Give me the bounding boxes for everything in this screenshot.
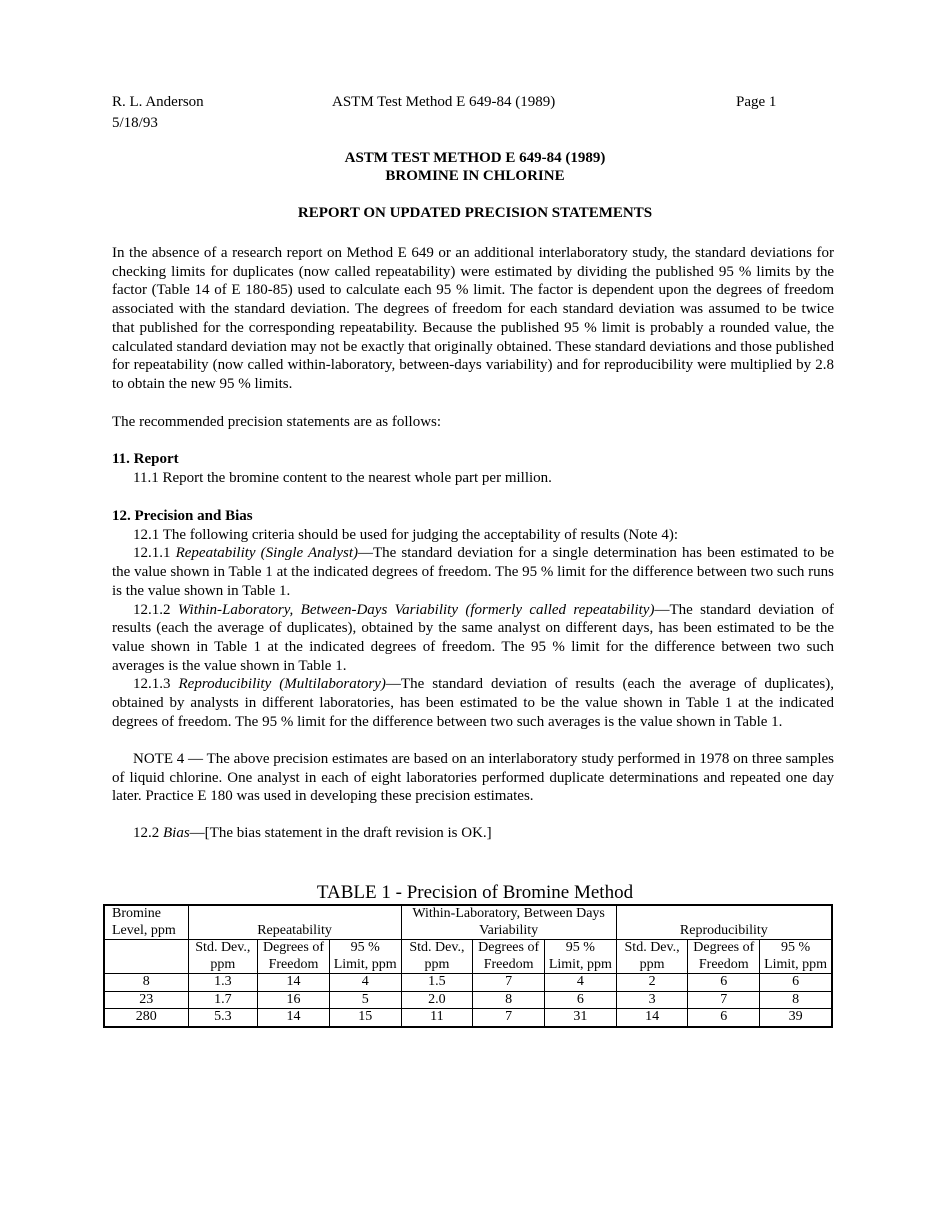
section-12-1: 12.1 The following criteria should be used for judging the acceptability of results (Note 4): xyxy=(133,526,679,543)
s12-1-2-text: —The standard deviation of results (each the average of duplicates), obtained by the same analyst on different days, has been estimated to be the value shown in Table 1 at the indicated degrees of freedom. The 95 % limit for the difference between two such averages is the value shown in Table 1. xyxy=(112,601,835,674)
level-header: Bromine Level, ppm xyxy=(104,905,188,940)
subheader-std-dev: Std. Dev., ppm xyxy=(401,940,473,974)
cell: 8 xyxy=(473,991,545,1009)
s12-1-1-term: Repeatability (Single Analyst) xyxy=(175,545,358,562)
cell: 11 xyxy=(401,1009,473,1027)
cell: 2.0 xyxy=(401,991,473,1009)
s12-1-2-term: Within-Laboratory, Between-Days Variability (formerly called repeatability) xyxy=(177,601,655,618)
cell: 14 xyxy=(258,1009,330,1027)
table-group-header-row xyxy=(104,905,832,940)
page-number: Page 1 xyxy=(736,94,777,110)
section-11-heading: 11. Report xyxy=(112,451,179,467)
s12-2-num: 12.2 xyxy=(133,825,163,841)
cell: 3 xyxy=(616,991,688,1009)
s12-1-2-num: 12.1.2 xyxy=(133,601,178,618)
table-row xyxy=(104,1009,832,1027)
note-4: NOTE 4 — The above precision estimates are based on an interlaboratory study performed in 1978 on three samples of liquid chlorine. One analyst in each of eight laboratories performed duplicate determinations and repeated one day later. Practice E 180 was used in developing these precision estimates. xyxy=(112,751,834,805)
recommended-wrap xyxy=(112,413,834,432)
report-title: REPORT ON UPDATED PRECISION STATEMENTS xyxy=(297,205,653,221)
cell: 4 xyxy=(544,974,616,992)
cell: 31 xyxy=(544,1009,616,1027)
cell: 5 xyxy=(329,991,401,1009)
cell: 7 xyxy=(688,991,760,1009)
group-reproducibility: Reproducibility xyxy=(616,905,832,940)
subheader-degrees: Degrees of Freedom xyxy=(258,940,330,974)
s12-1-1-num: 12.1.1 xyxy=(133,545,176,562)
section-11-1: 11.1 Report the bromine content to the nearest whole part per million. xyxy=(133,469,552,486)
cell: 14 xyxy=(616,1009,688,1027)
section-12 xyxy=(112,507,834,731)
cell: 2 xyxy=(616,974,688,992)
group-within-lab: Within-Laboratory, Between Days Variability xyxy=(401,905,616,940)
s12-1-3-num: 12.1.3 xyxy=(133,676,179,693)
cell: 1.7 xyxy=(188,991,258,1009)
group-repeatability: Repeatability xyxy=(188,905,401,940)
author: R. L. Anderson xyxy=(112,94,204,110)
cell: 39 xyxy=(760,1009,832,1027)
cell: 280 xyxy=(104,1009,188,1027)
cell: 6 xyxy=(760,974,832,992)
cell: 5.3 xyxy=(188,1009,258,1027)
note-4-wrap xyxy=(112,750,834,806)
body-text xyxy=(112,244,834,394)
subheader-std-dev: Std. Dev., ppm xyxy=(616,940,688,974)
section-12-1-1 xyxy=(112,544,834,600)
subheader-degrees: Degrees of Freedom xyxy=(473,940,545,974)
s12-2-text: —[The bias statement in the draft revision is OK.] xyxy=(189,825,492,841)
cell: 15 xyxy=(329,1009,401,1027)
cell: 7 xyxy=(473,1009,545,1027)
cell: 8 xyxy=(104,974,188,992)
intro-paragraph: In the absence of a research report on Method E 649 or an additional interlaboratory study, the standard deviations for checking limits for duplicates (now called repeatability) were estimated by dividing the published 95 % limits by the factor (Table 14 of E 180-85) used to calculate each 95 % limit. The factor is dependent upon the degrees of freedom associated with the standard deviation. The degrees of freedom for each standard deviation was assumed to be twice that published for the corresponding repeatability. Because the published 95 % limit is probably a rounded value, the calculated standard deviation may not be exactly that originally obtained. These standard deviations and those published for repeatability (now called within-laboratory, between-days variability) and for reproducibility were multiplied by 2.8 to obtain the new 95 % limits. xyxy=(112,245,835,392)
precision-table xyxy=(103,904,833,1028)
s12-2-term: Bias xyxy=(163,825,190,841)
s12-1-1-text: —The standard deviation for a single determination has been estimated to be the value shown in Table 1 at the indicated degrees of freedom. The 95 % limit for the difference between two such runs is the value shown in Table 1. xyxy=(112,545,834,599)
document-subtitle: BROMINE IN CHLORINE xyxy=(385,168,565,184)
section-12-2 xyxy=(112,824,834,843)
cell: 6 xyxy=(688,1009,760,1027)
subheader-blank xyxy=(104,940,188,974)
table-row xyxy=(104,991,832,1009)
cell: 4 xyxy=(329,974,401,992)
cell: 1.5 xyxy=(401,974,473,992)
cell: 8 xyxy=(760,991,832,1009)
section-12-1-2 xyxy=(112,601,834,676)
section-12-1-3 xyxy=(112,675,834,731)
subheader-std-dev: Std. Dev., ppm xyxy=(188,940,258,974)
subheader-degrees: Degrees of Freedom xyxy=(688,940,760,974)
document-title: ASTM TEST METHOD E 649-84 (1989) xyxy=(344,150,606,166)
cell: 16 xyxy=(258,991,330,1009)
cell: 6 xyxy=(544,991,616,1009)
section-12-2-wrap xyxy=(112,824,834,843)
s12-1-3-text: —The standard deviation of results (each the average of duplicates), obtained by analysts in different laboratories, has been estimated to be the value shown in Table 1 at the indicated degrees of freedom. The 95 % limit for the difference between two such averages is the value shown in Table 1. xyxy=(112,676,834,730)
section-12-heading: 12. Precision and Bias xyxy=(112,508,253,524)
cell: 23 xyxy=(104,991,188,1009)
cell: 1.3 xyxy=(188,974,258,992)
cell: 7 xyxy=(473,974,545,992)
subheader-limit: 95 % Limit, ppm xyxy=(544,940,616,974)
table-subheader-row xyxy=(104,940,832,974)
cell: 14 xyxy=(258,974,330,992)
s12-1-3-term: Reproducibility (Multilaboratory) xyxy=(178,676,386,693)
header-method: ASTM Test Method E 649-84 (1989) xyxy=(332,94,556,110)
cell: 6 xyxy=(688,974,760,992)
section-11 xyxy=(112,450,834,487)
table-row xyxy=(104,974,832,992)
recommended-line: The recommended precision statements are as follows: xyxy=(112,414,442,430)
subheader-limit: 95 % Limit, ppm xyxy=(329,940,401,974)
table-title: TABLE 1 - Precision of Bromine Method xyxy=(316,882,634,903)
subheader-limit: 95 % Limit, ppm xyxy=(760,940,832,974)
date: 5/18/93 xyxy=(112,115,158,131)
